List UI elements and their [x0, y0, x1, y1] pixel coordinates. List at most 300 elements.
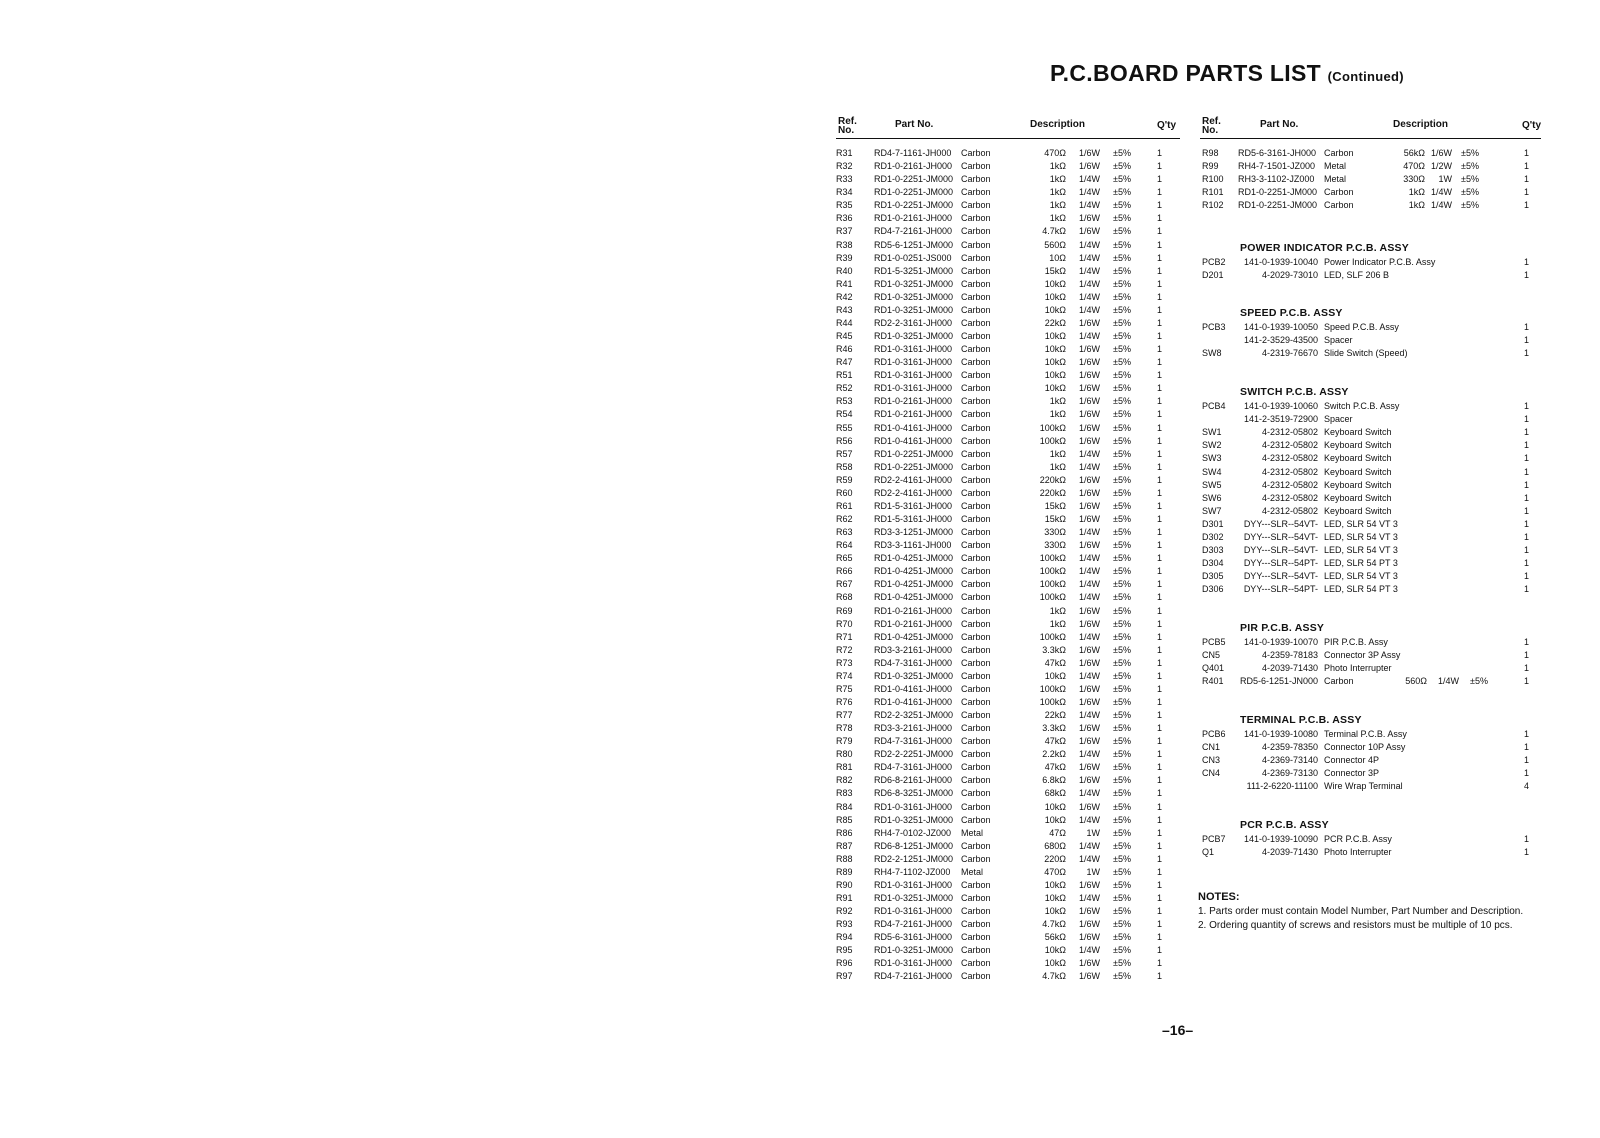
resistance-value: 560Ω: [1405, 676, 1427, 687]
resistor-type: Carbon: [961, 213, 991, 224]
part-no: RD2-2-4161-JH000: [874, 487, 953, 498]
resistance-value: 47Ω: [1049, 827, 1066, 838]
resistor-type: Carbon: [961, 736, 991, 747]
resistor-type: Carbon: [961, 422, 991, 433]
ref-no: SW7: [1202, 505, 1222, 516]
part-no: RD1-0-3161-JH000: [874, 879, 953, 890]
tolerance: ±5%: [1113, 213, 1131, 224]
wattage: 1/4W: [1078, 252, 1100, 263]
resistance-value: 1kΩ: [1049, 200, 1066, 211]
table-row: [836, 408, 1176, 421]
resistance-value: 1kΩ: [1049, 213, 1066, 224]
resistance-value: 220kΩ: [1039, 474, 1066, 485]
tolerance: ±5%: [1113, 840, 1131, 851]
resistor-type: Carbon: [961, 435, 991, 446]
part-no: RD1-0-4161-JH000: [874, 435, 953, 446]
resistance-value: 100kΩ: [1039, 683, 1066, 694]
quantity: 1: [1157, 448, 1163, 459]
resistor-type: Carbon: [961, 474, 991, 485]
tolerance: ±5%: [1113, 683, 1131, 694]
header-part-no: Part No.: [1260, 119, 1299, 130]
ref-no: R56: [836, 435, 853, 446]
ref-no: R78: [836, 723, 853, 734]
wattage: 1/4W: [1078, 749, 1100, 760]
part-no: RD4-7-3161-JH000: [874, 736, 953, 747]
part-no: RD1-0-2251-JM000: [874, 200, 954, 211]
ref-no: R58: [836, 461, 853, 472]
part-no: RD1-0-2161-JH000: [874, 409, 953, 420]
resistor-type: Carbon: [961, 566, 991, 577]
quantity: 4: [1524, 781, 1530, 792]
quantity: 1: [1157, 644, 1163, 655]
ref-no: SW1: [1202, 427, 1222, 438]
quantity: 1: [1524, 348, 1530, 359]
resistor-type: Carbon: [961, 344, 991, 355]
tolerance: ±5%: [1113, 893, 1131, 903]
ref-no: R98: [1202, 148, 1219, 158]
description: Connector 10P Assy: [1324, 742, 1406, 753]
tolerance: ±5%: [1461, 200, 1479, 211]
quantity: 1: [1157, 500, 1163, 511]
ref-no: SW4: [1202, 466, 1222, 477]
resistance-value: 10kΩ: [1044, 278, 1066, 289]
ref-no: R31: [836, 148, 853, 158]
description: Connector 4P: [1324, 755, 1380, 766]
ref-no: R42: [836, 291, 853, 302]
quantity: 1: [1157, 514, 1163, 524]
resistor-type: Carbon: [961, 710, 991, 720]
wattage: 1/4W: [1078, 239, 1100, 250]
tolerance: ±5%: [1113, 618, 1131, 629]
tolerance: ±5%: [1113, 710, 1131, 720]
description: Power Indicator P.C.B. Assy: [1324, 257, 1436, 267]
table-row: [1202, 452, 1542, 465]
part-no: RD3-3-2161-JH000: [874, 644, 953, 655]
table-row: [1202, 518, 1542, 531]
resistance-value: 100kΩ: [1039, 566, 1066, 577]
ref-no: R89: [836, 866, 853, 877]
table-row: [836, 539, 1176, 552]
quantity: 1: [1157, 710, 1163, 720]
quantity: 1: [1524, 427, 1530, 438]
ref-no: R37: [836, 226, 853, 237]
quantity: 1: [1524, 174, 1530, 185]
wattage: 1/4W: [1078, 278, 1100, 289]
quantity: 1: [1157, 200, 1163, 211]
tolerance: ±5%: [1113, 252, 1131, 263]
part-no: RD5-6-3161-JH000: [1238, 148, 1317, 158]
table-row: [836, 774, 1176, 787]
table-row: [836, 160, 1176, 173]
part-no: DYY---SLR--54VT-: [1243, 571, 1318, 582]
table-row: [836, 787, 1176, 800]
table-row: [836, 957, 1176, 970]
quantity: 1: [1157, 187, 1163, 198]
resistance-value: 330Ω: [1403, 174, 1425, 185]
table-row: [1202, 557, 1542, 570]
wattage: 1/6W: [1078, 696, 1100, 707]
wattage: 1/6W: [1078, 644, 1100, 655]
wattage: 1/4W: [1078, 527, 1100, 537]
resistance-value: 1kΩ: [1049, 187, 1066, 198]
part-no: RD1-0-0251-JS000: [874, 252, 952, 263]
part-no: RD2-2-2251-JM000: [874, 749, 954, 760]
table-row: [836, 696, 1176, 709]
quantity: 1: [1157, 762, 1163, 773]
tolerance: ±5%: [1113, 919, 1131, 930]
resistance-value: 1kΩ: [1049, 396, 1066, 407]
ref-no: R102: [1202, 200, 1224, 211]
table-row: [836, 448, 1176, 461]
table-row: [836, 840, 1176, 853]
part-no: RD1-0-3161-JH000: [874, 383, 953, 394]
ref-no: R77: [836, 710, 853, 720]
quantity: 1: [1524, 650, 1530, 661]
part-no: RD1-0-4251-JM000: [874, 592, 954, 603]
part-no: RD1-0-2161-JH000: [874, 396, 953, 407]
resistance-value: 68kΩ: [1044, 788, 1066, 799]
tolerance: ±5%: [1113, 945, 1131, 956]
part-no: 111-2-6220-11100: [1246, 781, 1318, 792]
resistor-type: Carbon: [961, 631, 991, 642]
wattage: 1/6W: [1078, 317, 1100, 328]
part-no: 4-2319-76670: [1261, 348, 1318, 359]
quantity: 1: [1157, 618, 1163, 629]
wattage: 1W: [1438, 174, 1452, 185]
part-no: RD1-0-3251-JM000: [874, 814, 954, 825]
part-no: RD1-5-3251-JM000: [874, 265, 954, 276]
ref-no: R93: [836, 919, 853, 930]
part-no: RD3-3-1251-JM000: [874, 527, 954, 537]
wattage: 1/6W: [1078, 683, 1100, 694]
quantity: 1: [1157, 487, 1163, 498]
quantity: 1: [1157, 213, 1163, 224]
part-no: RH4-7-0102-JZ000: [874, 827, 952, 838]
table-row: [836, 356, 1176, 369]
description: Keyboard Switch: [1324, 479, 1392, 490]
ref-no: R80: [836, 749, 853, 760]
tolerance: ±5%: [1113, 644, 1131, 655]
resistor-type: Carbon: [1324, 200, 1354, 211]
part-no: DYY---SLR--54PT-: [1243, 558, 1318, 569]
table-row: [836, 735, 1176, 748]
table-row: [836, 709, 1176, 722]
wattage: 1/4W: [1078, 945, 1100, 956]
quantity: 1: [1524, 532, 1530, 542]
quantity: 1: [1157, 474, 1163, 485]
wattage: 1/4W: [1430, 200, 1452, 211]
ref-no: R88: [836, 853, 853, 864]
quantity: 1: [1157, 174, 1163, 185]
ref-no: Q1: [1202, 847, 1215, 858]
quantity: 1: [1157, 775, 1163, 786]
ref-no: D201: [1202, 270, 1224, 281]
description: LED, SLR 54 PT 3: [1324, 584, 1398, 595]
tolerance: ±5%: [1470, 676, 1488, 687]
resistor-type: Carbon: [961, 396, 991, 407]
description: LED, SLR 54 VT 3: [1324, 532, 1398, 542]
part-no: RD1-0-4161-JH000: [874, 422, 953, 433]
part-no: DYY---SLR--54VT-: [1243, 518, 1318, 529]
part-no: RD1-0-4251-JM000: [874, 553, 954, 564]
resistance-value: 10kΩ: [1044, 370, 1066, 381]
tolerance: ±5%: [1113, 357, 1131, 368]
notes: [1198, 891, 1538, 932]
quantity: 1: [1157, 252, 1163, 263]
resistor-type: Carbon: [961, 304, 991, 315]
ref-no: R38: [836, 239, 853, 250]
resistance-value: 680Ω: [1044, 840, 1066, 851]
quantity: 1: [1157, 801, 1163, 812]
ref-no: D303: [1202, 545, 1224, 556]
ref-no: PCB4: [1202, 401, 1226, 411]
wattage: 1/6W: [1078, 148, 1100, 158]
wattage: 1/6W: [1078, 474, 1100, 485]
table-row: [1202, 728, 1542, 741]
table-row: [836, 225, 1176, 238]
page-title: [1050, 60, 1404, 87]
part-no: RD1-0-3161-JH000: [874, 801, 953, 812]
part-no: 4-2359-78183: [1261, 650, 1318, 661]
resistance-value: 10kΩ: [1044, 304, 1066, 315]
ref-no: SW3: [1202, 453, 1222, 464]
wattage: 1/6W: [1078, 762, 1100, 773]
part-no: 141-0-1939-10050: [1243, 322, 1318, 332]
table-row: [836, 382, 1176, 395]
table-row: [1202, 466, 1542, 479]
tolerance: ±5%: [1113, 148, 1131, 158]
resistance-value: 4.7kΩ: [1042, 226, 1066, 237]
quantity: 1: [1157, 409, 1163, 420]
resistance-value: 10kΩ: [1044, 879, 1066, 890]
part-no: RD1-0-4251-JM000: [874, 566, 954, 577]
part-no: RD1-0-3161-JH000: [874, 370, 953, 381]
ref-no: R45: [836, 331, 853, 341]
resistance-value: 100kΩ: [1039, 579, 1066, 590]
header-rule: [1200, 138, 1541, 139]
ref-no: R85: [836, 814, 853, 825]
resistor-type: Carbon: [961, 200, 991, 211]
part-no: 141-0-1939-10070: [1243, 637, 1318, 647]
notes-title: NOTES:: [1198, 891, 1240, 903]
table-row: [836, 892, 1176, 905]
quantity: 1: [1524, 558, 1530, 569]
resistor-type: Carbon: [961, 749, 991, 760]
description: Spacer: [1324, 335, 1353, 346]
description: Spacer: [1324, 414, 1353, 425]
ref-no: D306: [1202, 584, 1224, 595]
part-no: RD1-5-3161-JH000: [874, 514, 953, 524]
quantity: 1: [1524, 414, 1530, 425]
resistor-type: Carbon: [1324, 148, 1354, 158]
table-row: [836, 147, 1176, 160]
quantity: 1: [1524, 453, 1530, 464]
ref-no: R87: [836, 840, 853, 851]
quantity: 1: [1157, 906, 1163, 917]
table-row: [836, 618, 1176, 631]
quantity: 1: [1157, 553, 1163, 564]
resistor-type: Carbon: [961, 174, 991, 185]
tolerance: ±5%: [1113, 239, 1131, 250]
quantity: 1: [1524, 518, 1530, 529]
resistor-type: Carbon: [961, 317, 991, 328]
quantity: 1: [1524, 466, 1530, 477]
wattage: 1/6W: [1078, 226, 1100, 237]
tolerance: ±5%: [1113, 592, 1131, 603]
resistor-type: Carbon: [961, 971, 991, 982]
tolerance: ±5%: [1113, 540, 1131, 551]
resistor-type: Metal: [961, 866, 984, 877]
quantity: 1: [1157, 853, 1163, 864]
ref-no: R57: [836, 448, 853, 459]
resistor-type: Carbon: [961, 932, 991, 943]
part-no: 4-2312-05802: [1261, 427, 1318, 438]
table-row: [836, 435, 1176, 448]
quantity: 1: [1157, 331, 1163, 341]
ref-no: SW5: [1202, 479, 1222, 490]
tolerance: ±5%: [1113, 579, 1131, 590]
header-ref: Ref.: [1202, 116, 1221, 127]
tolerance: ±5%: [1113, 461, 1131, 472]
tolerance: ±5%: [1113, 200, 1131, 211]
table-row: [836, 970, 1176, 983]
ref-no: R74: [836, 670, 853, 681]
quantity: 1: [1524, 187, 1530, 198]
table-row: [836, 605, 1176, 618]
wattage: 1/4W: [1078, 566, 1100, 577]
wattage: 1/4W: [1078, 448, 1100, 459]
tolerance: ±5%: [1113, 448, 1131, 459]
table-row: [836, 918, 1176, 931]
table-row: [1202, 780, 1542, 793]
wattage: 1/4W: [1078, 840, 1100, 851]
part-no: RD2-2-3161-JH000: [874, 317, 953, 328]
resistance-value: 10kΩ: [1044, 801, 1066, 812]
section-title: SPEED P.C.B. ASSY: [1240, 307, 1343, 319]
part-no: RD1-0-3251-JM000: [874, 945, 954, 956]
wattage: 1/4W: [1078, 893, 1100, 903]
quantity: 1: [1157, 932, 1163, 943]
description: Carbon: [1324, 676, 1354, 687]
quantity: 1: [1157, 304, 1163, 315]
part-no: RD2-2-3251-JM000: [874, 710, 954, 720]
resistance-value: 2.2kΩ: [1042, 749, 1066, 760]
quantity: 1: [1157, 749, 1163, 760]
tolerance: ±5%: [1113, 265, 1131, 276]
quantity: 1: [1524, 847, 1530, 858]
quantity: 1: [1157, 605, 1163, 616]
part-no: 4-2312-05802: [1261, 492, 1318, 503]
ref-no: R75: [836, 683, 853, 694]
ref-no: SW2: [1202, 440, 1222, 451]
resistor-type: Carbon: [961, 592, 991, 603]
table-row: [1202, 269, 1542, 282]
wattage: 1/4W: [1078, 200, 1100, 211]
quantity: 1: [1524, 742, 1530, 753]
resistance-value: 100kΩ: [1039, 696, 1066, 707]
tolerance: ±5%: [1113, 631, 1131, 642]
part-no: RD6-8-2161-JH000: [874, 775, 953, 786]
wattage: 1W: [1086, 866, 1100, 877]
resistance-value: 10kΩ: [1044, 958, 1066, 969]
ref-no: R41: [836, 278, 853, 289]
wattage: 1/4W: [1078, 710, 1100, 720]
table-row: [1202, 492, 1542, 505]
part-no: RD1-0-3251-JM000: [874, 893, 954, 903]
header-rule: [836, 138, 1180, 139]
ref-no: CN4: [1202, 768, 1221, 779]
tolerance: ±5%: [1113, 317, 1131, 328]
resistance-value: 100kΩ: [1039, 422, 1066, 433]
ref-no: R66: [836, 566, 853, 577]
part-no: RH4-7-1501-JZ000: [1238, 161, 1316, 172]
quantity: 1: [1524, 322, 1530, 332]
part-no: RD3-3-2161-JH000: [874, 723, 953, 734]
table-row: [836, 905, 1176, 918]
tolerance: ±5%: [1113, 174, 1131, 185]
resistance-value: 3.3kΩ: [1042, 723, 1066, 734]
resistor-type: Carbon: [961, 161, 991, 172]
part-no: 141-0-1939-10060: [1243, 401, 1318, 411]
tolerance: ±5%: [1113, 291, 1131, 302]
ref-no: R71: [836, 631, 853, 642]
header-qty: Q'ty: [1157, 120, 1177, 131]
part-no: RD2-2-4161-JH000: [874, 474, 953, 485]
description: Speed P.C.B. Assy: [1324, 322, 1399, 332]
ref-no: R52: [836, 383, 853, 394]
description: Terminal P.C.B. Assy: [1324, 729, 1407, 739]
tolerance: ±5%: [1113, 161, 1131, 172]
resistor-type: Carbon: [961, 618, 991, 629]
resistance-value: 330Ω: [1044, 527, 1066, 537]
table-row: [836, 317, 1176, 330]
table-row: [1202, 754, 1542, 767]
quantity: 1: [1157, 540, 1163, 551]
note-item: 1. Parts order must contain Model Number, Part Number and Description.: [1198, 906, 1524, 917]
resistor-type: Carbon: [961, 370, 991, 381]
quantity: 1: [1524, 637, 1530, 647]
quantity: 1: [1524, 663, 1530, 674]
part-no: RD5-6-3161-JH000: [874, 932, 953, 943]
table-row: [836, 670, 1176, 683]
part-no: RD1-0-2251-JM000: [1238, 200, 1318, 211]
quantity: 1: [1157, 579, 1163, 590]
tolerance: ±5%: [1113, 331, 1131, 341]
table-row: [836, 827, 1176, 840]
ref-no: CN3: [1202, 755, 1221, 766]
description: Photo Interrupter: [1324, 847, 1392, 858]
tolerance: ±5%: [1113, 814, 1131, 825]
resistor-type: Carbon: [961, 893, 991, 903]
quantity: 1: [1157, 148, 1163, 158]
title-main: P.C.BOARD PARTS LIST: [1050, 60, 1321, 86]
ref-no: R69: [836, 605, 853, 616]
part-no: RD6-8-3251-JM000: [874, 788, 954, 799]
resistor-type: Carbon: [961, 448, 991, 459]
resistance-value: 4.7kΩ: [1042, 971, 1066, 982]
quantity: 1: [1157, 723, 1163, 734]
tolerance: ±5%: [1113, 344, 1131, 355]
part-no: RD4-7-2161-JH000: [874, 226, 953, 237]
tolerance: ±5%: [1113, 749, 1131, 760]
wattage: 1/6W: [1078, 396, 1100, 407]
wattage: 1/6W: [1078, 879, 1100, 890]
resistance-value: 100kΩ: [1039, 435, 1066, 446]
wattage: 1/6W: [1078, 906, 1100, 917]
resistance-value: 15kΩ: [1044, 265, 1066, 276]
resistance-value: 6.8kΩ: [1042, 775, 1066, 786]
description: Keyboard Switch: [1324, 440, 1392, 451]
